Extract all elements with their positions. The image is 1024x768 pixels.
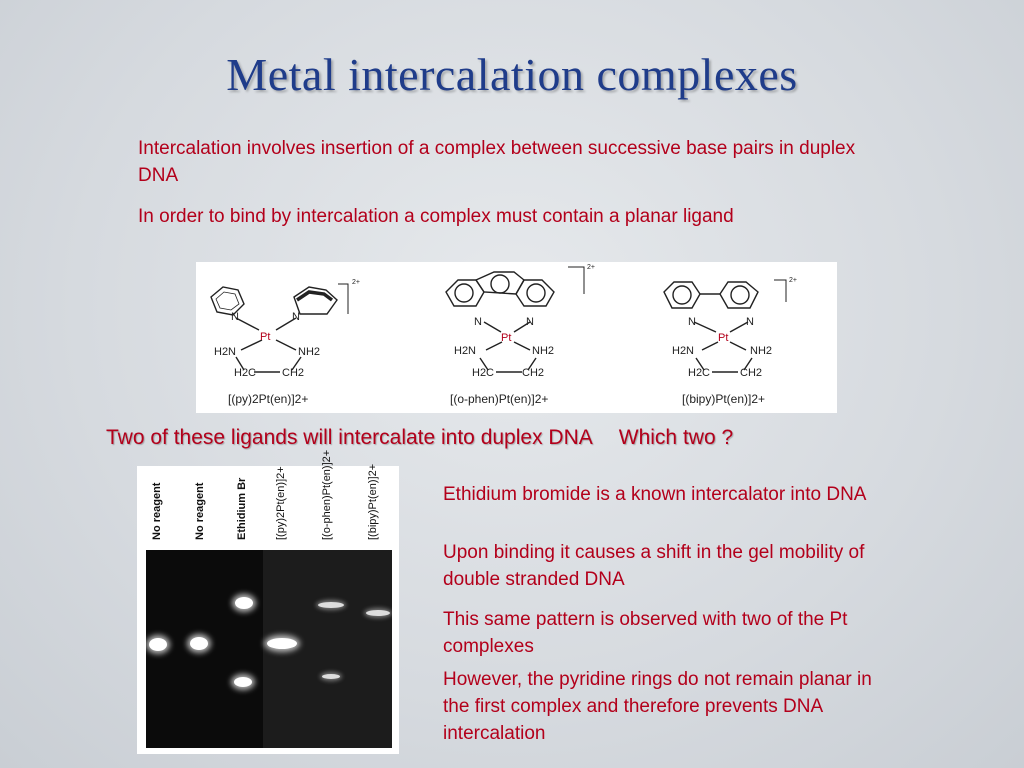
h2n-3: H2N xyxy=(672,345,695,357)
structure-py2-pt-en xyxy=(211,284,348,372)
gel-band xyxy=(190,637,208,650)
label-py2-pt-en: [(py)2Pt(en)]2+ xyxy=(228,392,309,406)
intro-text-2: In order to bind by intercalation a complex must contain a planar ligand xyxy=(138,206,734,227)
nh2-2: NH2 xyxy=(532,345,555,357)
question-prompt: Which two ? xyxy=(618,426,734,449)
ch2-3: CH2 xyxy=(740,367,763,379)
gel-band xyxy=(366,610,390,616)
gel-band xyxy=(234,677,252,687)
structure-bipy-pt-en xyxy=(664,280,786,372)
ch2-2: CH2 xyxy=(522,367,545,379)
n-atom-1a: N xyxy=(231,311,239,323)
label-ophen-pt-en: [(o-phen)Pt(en)]2+ xyxy=(450,392,549,406)
lane-label-5: [(o-phen)Pt(en)]2+ xyxy=(321,449,333,540)
slide-title: Metal intercalation complexes xyxy=(226,49,798,100)
lane-label-4: [(py)2Pt(en)]2+ xyxy=(275,466,287,540)
lane-label-3: Ethidium Br xyxy=(236,477,248,540)
bullet-1: Ethidium bromide is a known intercalator into DNA xyxy=(443,484,867,505)
n-atom-2a: N xyxy=(474,316,482,328)
h2c-1: H2C xyxy=(234,367,257,379)
question-line xyxy=(106,426,733,450)
h2n-1: H2N xyxy=(214,346,237,358)
charge-1: 2+ xyxy=(352,279,360,286)
gel-band xyxy=(149,638,167,651)
pt-atom-3: Pt xyxy=(718,332,729,344)
label-bipy-pt-en: [(bipy)Pt(en)]2+ xyxy=(682,392,766,406)
gel-image xyxy=(137,449,399,754)
pt-atom-1: Pt xyxy=(260,331,271,343)
gel-band xyxy=(322,674,340,679)
nh2-1: NH2 xyxy=(298,346,321,358)
n-atom-3a: N xyxy=(688,316,696,328)
n-atom-3b: N xyxy=(746,316,754,328)
pt-atom-2: Pt xyxy=(501,332,512,344)
gel-band xyxy=(235,597,253,609)
bullet-3: This same pattern is observed with two of the Pt complexes xyxy=(443,609,848,657)
intro-text-1: Intercalation involves insertion of a complex between successive base pairs in duplex DNA xyxy=(138,138,856,186)
gel-background xyxy=(146,550,392,748)
n-atom-1b: N xyxy=(292,311,300,323)
gel-band xyxy=(267,638,297,649)
question-statement: Two of these ligands will intercalate into duplex DNA xyxy=(106,426,593,449)
lane-label-6: [(bipy)Pt(en)]2+ xyxy=(367,463,379,540)
h2c-3: H2C xyxy=(688,367,711,379)
gel-band xyxy=(318,602,344,608)
bullet-4: However, the pyridine rings do not remain planar in the first complex and therefore prevents DNA intercalation xyxy=(443,669,872,744)
nh2-3: NH2 xyxy=(750,345,773,357)
bullet-2: Upon binding it causes a shift in the gel mobility of double stranded DNA xyxy=(443,542,865,590)
structures-figure xyxy=(196,262,837,413)
h2c-2: H2C xyxy=(472,367,495,379)
lane-label-2: No reagent xyxy=(194,482,206,540)
charge-3: 2+ xyxy=(789,277,797,284)
n-atom-2b: N xyxy=(526,316,534,328)
charge-2: 2+ xyxy=(587,264,595,271)
ch2-1: CH2 xyxy=(282,367,305,379)
lane-label-1: No reagent xyxy=(151,482,163,540)
h2n-2: H2N xyxy=(454,345,477,357)
